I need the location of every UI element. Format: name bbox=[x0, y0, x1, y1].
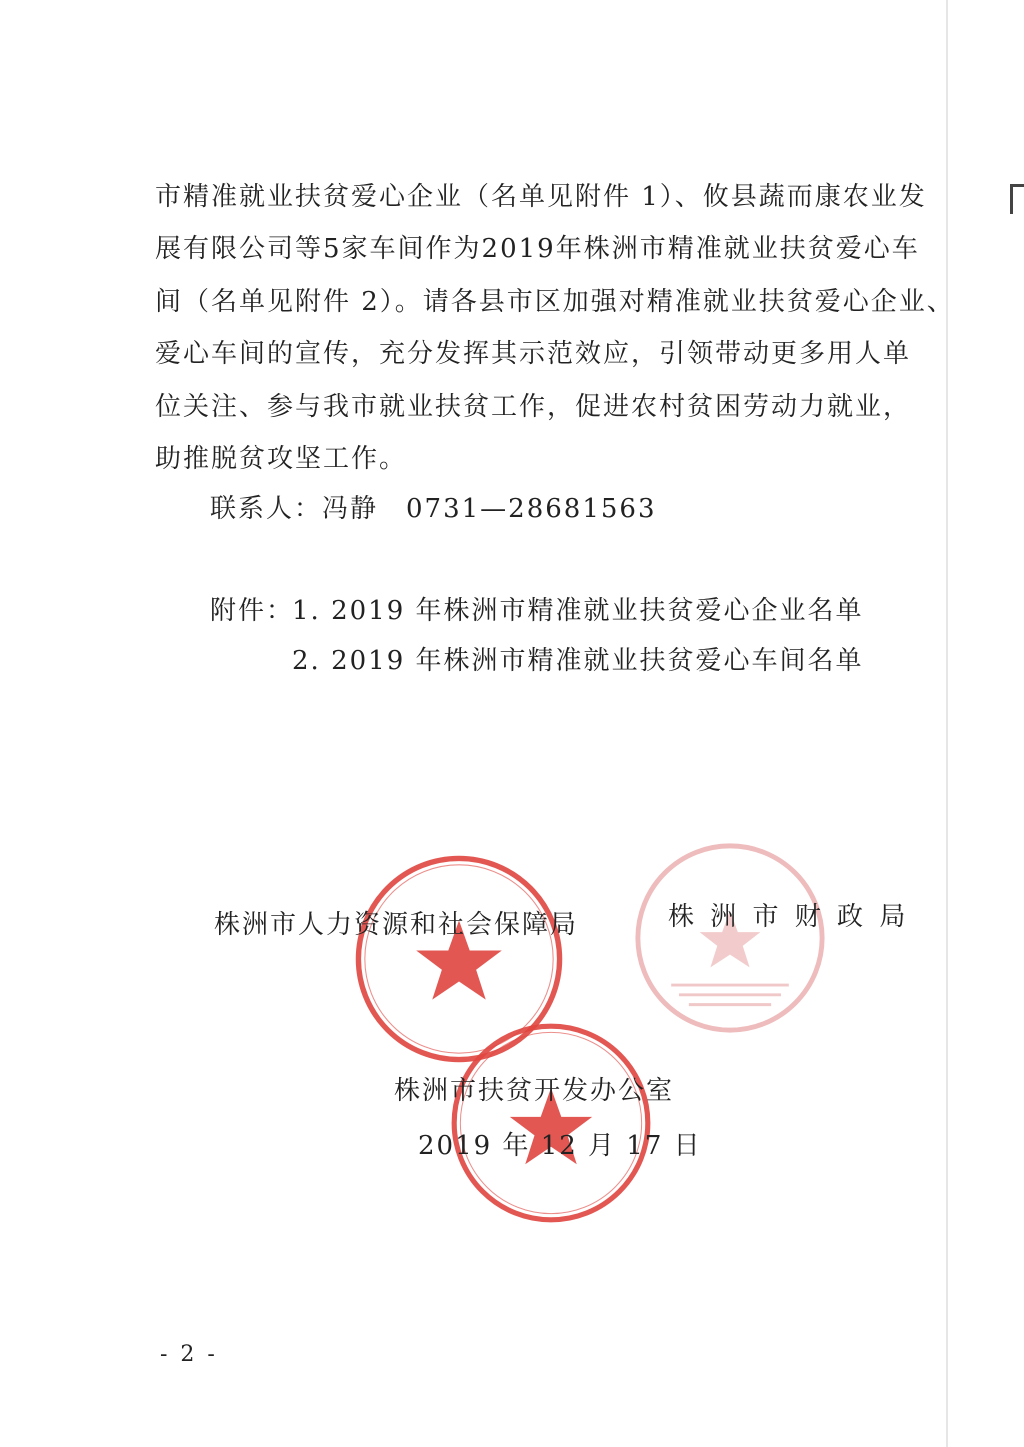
finance-bureau-name: 株 洲 市 财 政 局 bbox=[668, 902, 910, 932]
finance-bureau-seal bbox=[632, 840, 828, 1036]
attachment-item-1: 1. 2019 年株洲市精准就业扶贫爱心企业名单 bbox=[292, 596, 864, 626]
poverty-office-name: 株洲市扶贫开发办公室 bbox=[394, 1076, 675, 1106]
hr-bureau-name: 株洲市人力资源和社会保障局 bbox=[214, 910, 579, 940]
attachment-item-2: 2. 2019 年株洲市精准就业扶贫爱心车间名单 bbox=[292, 646, 864, 676]
page-number: - 2 - bbox=[160, 1342, 218, 1367]
body-line-1: 市精准就业扶贫爱心企业（名单见附件 1）、攸县蔬而康农业发 bbox=[155, 182, 927, 212]
body-line-3: 间（名单见附件 2）。请各县市区加强对精准就业扶贫爱心企业、 bbox=[155, 287, 955, 317]
attachments-label: 附件： bbox=[210, 596, 295, 626]
contact-line: 联系人：冯静 0731—28681563 bbox=[210, 494, 657, 524]
page-edge-line bbox=[946, 0, 948, 1447]
body-line-5: 位关注、参与我市就业扶贫工作，促进农村贫困劳动力就业， bbox=[155, 392, 912, 422]
body-line-2: 展有限公司等5家车间作为2019年株洲市精准就业扶贫爱心车 bbox=[155, 234, 920, 264]
body-line-6: 助推脱贫攻坚工作。 bbox=[155, 444, 408, 474]
poverty-office-seal bbox=[448, 1020, 654, 1226]
adjacent-page-mark bbox=[1010, 184, 1024, 214]
issue-date: 2019 年 12 月 17 日 bbox=[418, 1131, 702, 1161]
body-line-4: 爱心车间的宣传，充分发挥其示范效应，引领带动更多用人单 bbox=[155, 339, 912, 369]
